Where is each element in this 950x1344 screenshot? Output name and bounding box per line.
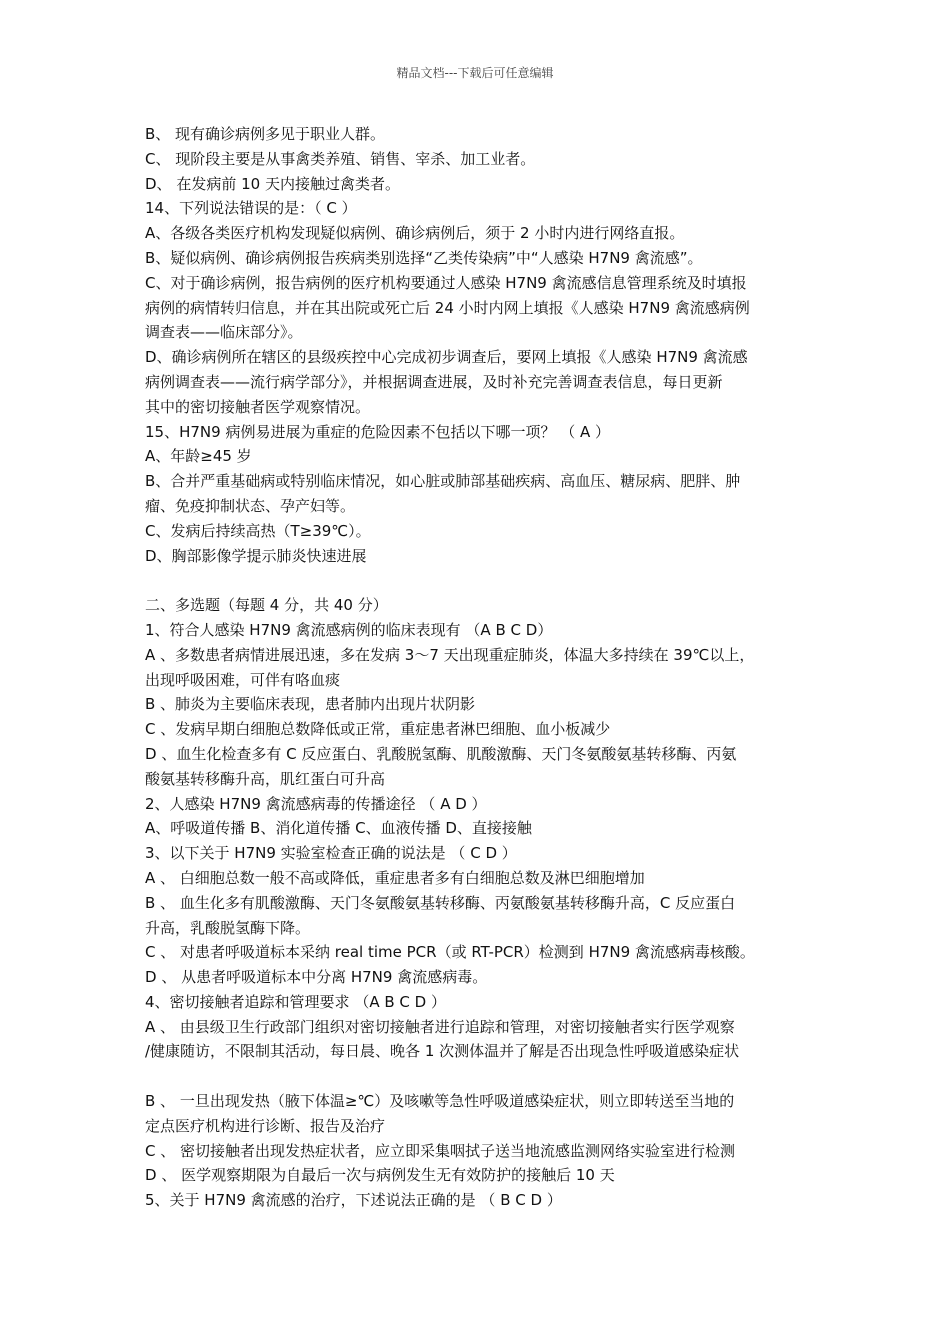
text-line: D、 在发病前 10 天内接触过禽类者。 bbox=[145, 174, 400, 193]
text-line: 5、关于 H7N9 禽流感的治疗，下述说法正确的是 （ B C D ） bbox=[145, 1191, 562, 1210]
text-line: 调查表——临床部分》。 bbox=[145, 323, 303, 342]
text-line: A、各级各类医疗机构发现疑似病例、确诊病例后，须于 2 小时内进行网络直报。 bbox=[145, 224, 685, 243]
text-line: C、发病后持续高热（T≥39℃）。 bbox=[145, 521, 371, 540]
text-line: B、疑似病例、确诊病例报告疾病类别选择“乙类传染病”中“人感染 H7N9 禽流感”。 bbox=[145, 248, 703, 267]
text-line: D、胸部影像学提示肺炎快速进展 bbox=[145, 546, 367, 565]
text-line: B 、肺炎为主要临床表现，患者肺内出现片状阴影 bbox=[145, 695, 476, 714]
text-line: C 、 密切接触者出现发热症状者，应立即采集咽拭子送当地流感监测网络实验室进行检测 bbox=[145, 1141, 736, 1160]
text-line: 定点医疗机构进行诊断、报告及治疗 bbox=[145, 1116, 386, 1135]
blank-line bbox=[145, 568, 813, 593]
text-line: B、 现有确诊病例多见于职业人群。 bbox=[145, 125, 386, 143]
text-line: 2、人感染 H7N9 禽流感病毒的传播途径 （ A D ） bbox=[145, 794, 487, 813]
blank-line bbox=[145, 1064, 813, 1089]
text-line: 1、符合人感染 H7N9 禽流感病例的临床表现有 （A B C D） bbox=[145, 620, 553, 639]
text-line: C、 现阶段主要是从事禽类养殖、销售、宰杀、加工业者。 bbox=[145, 149, 536, 168]
text-line: 酸氨基转移酶升高，肌红蛋白可升高 bbox=[145, 769, 386, 788]
text-line: 3、以下关于 H7N9 实验室检查正确的说法是 （ C D ） bbox=[145, 844, 517, 863]
text-line: D、确诊病例所在辖区的县级疾控中心完成初步调查后，要网上填报《人感染 H7N9 禽流感 bbox=[145, 348, 748, 367]
text-line: A 、 由县级卫生行政部门组织对密切接触者进行追踪和管理，对密切接触者实行医学观察 bbox=[145, 1017, 735, 1036]
text-line: A 、多数患者病情进展迅速，多在发病 3～7 天出现重症肺炎，体温大多持续在 39℃以上， bbox=[145, 645, 755, 664]
text-line: 其中的密切接触者医学观察情况。 bbox=[145, 397, 371, 416]
text-line: A 、 白细胞总数一般不高或降低，重症患者多有白细胞总数及淋巴细胞增加 bbox=[145, 868, 645, 887]
text-line: D 、血生化检查多有 C 反应蛋白、乳酸脱氢酶、肌酸激酶、天门冬氨酸氨基转移酶、丙氨 bbox=[145, 744, 737, 763]
page-header: 精品文档---下载后可任意编辑 bbox=[396, 66, 554, 80]
text-line: B、合并严重基础病或特别临床情况，如心脏或肺部基础疾病、高血压、糖尿病、肥胖、肿 bbox=[145, 472, 741, 491]
text-line: 升高，乳酸脱氢酶下降。 bbox=[145, 918, 311, 937]
text-line: B 、 血生化多有肌酸激酶、天门冬氨酸氨基转移酶、丙氨酸氨基转移酶升高，C 反应蛋白 bbox=[145, 893, 736, 912]
document-body bbox=[145, 122, 813, 1213]
text-line: C、对于确诊病例，报告病例的医疗机构要通过人感染 H7N9 禽流感信息管理系统及时填报 bbox=[145, 273, 747, 292]
text-line: D 、 医学观察期限为自最后一次与病例发生无有效防护的接触后 10 天 bbox=[145, 1166, 615, 1185]
text-line: 病例的病情转归信息，并在其出院或死亡后 24 小时内网上填报《人感染 H7N9 禽流感病例 bbox=[145, 298, 750, 317]
text-line: C 、 对患者呼吸道标本采纳 real time PCR（或 RT-PCR）检测到 H7N9 禽流感病毒核酸。 bbox=[145, 943, 755, 962]
text-line: A、呼吸道传播 B、消化道传播 C、血液传播 D、直接接触 bbox=[145, 819, 532, 838]
text-line: 瘤、免疫抑制状态、孕产妇等。 bbox=[145, 496, 356, 515]
text-line: /健康随访，不限制其活动，每日晨、晚各 1 次测体温并了解是否出现急性呼吸道感染症状 bbox=[145, 1042, 740, 1061]
text-line: 二、多选题（每题 4 分，共 40 分） bbox=[145, 596, 388, 615]
text-line: 14、下列说法错误的是：（ C ） bbox=[145, 199, 357, 218]
text-line: D 、 从患者呼吸道标本中分离 H7N9 禽流感病毒。 bbox=[145, 968, 488, 987]
text-line: 15、H7N9 病例易进展为重症的危险因素不包括以下哪一项？ （ A ） bbox=[145, 422, 611, 441]
text-line: B 、 一旦出现发热（腋下体温≥℃）及咳嗽等急性呼吸道感染症状，则立即转送至当地的 bbox=[145, 1092, 735, 1111]
text-line: 4、密切接触者追踪和管理要求 （A B C D ） bbox=[145, 992, 446, 1011]
text-line: C 、发病早期白细胞总数降低或正常，重症患者淋巴细胞、血小板减少 bbox=[145, 720, 611, 739]
text-line: 病例调查表——流行病学部分》，并根据调查进展，及时补充完善调查表信息，每日更新 bbox=[145, 372, 723, 391]
text-line: A、年龄≥45 岁 bbox=[145, 447, 252, 466]
text-line: 出现呼吸困难，可伴有咯血痰 bbox=[145, 670, 341, 689]
